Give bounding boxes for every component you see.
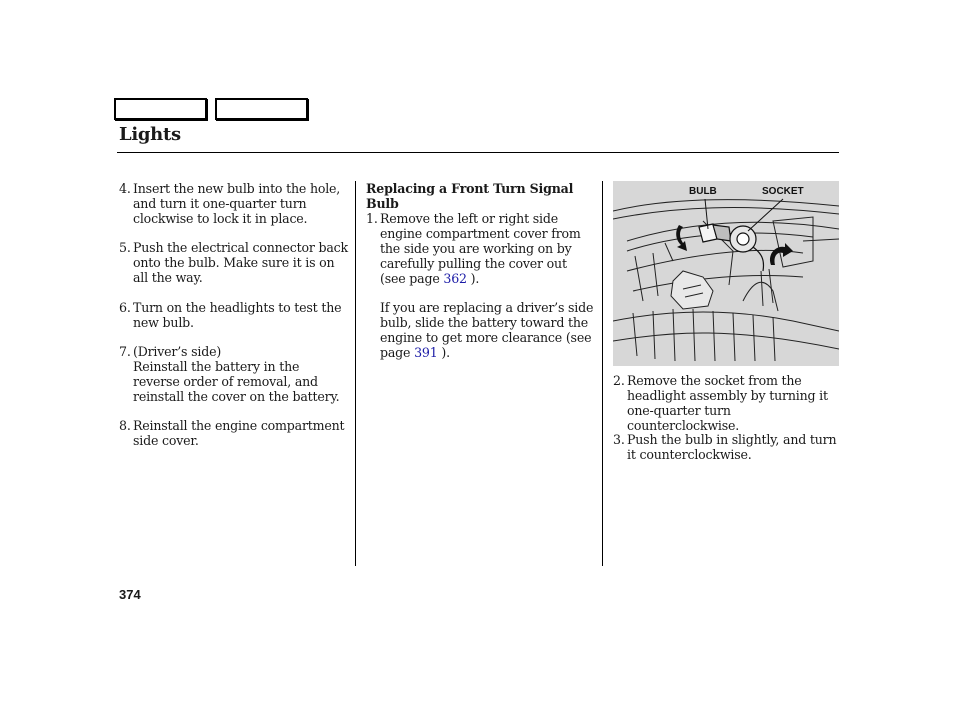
step-text: Reinstall the battery in the reverse order of removal, and reinstall the cover on the battery. [133,359,340,404]
note-text-part: If you are replacing a driver’s side bulb, slide the battery toward the engine to get more clearance (see page [380,300,594,360]
title-divider [117,152,839,153]
page-number: 374 [119,587,141,602]
figure-label-bulb: BULB [689,186,717,197]
step-text: Reinstall the engine compartment side cover. [133,418,345,448]
step-number: 4. [119,181,131,196]
step-number: 6. [119,300,131,315]
step-6 [119,300,349,330]
step-5 [119,240,349,285]
step-4 [119,181,349,226]
step-7 [119,344,349,404]
step-text: Push the bulb in slightly, and turn it counterclockwise. [627,432,837,462]
column-divider-2 [602,181,603,566]
step-2 [613,373,845,433]
nav-tab-button-2[interactable] [215,98,308,120]
step-number: 7. [119,344,131,359]
step-text-part: Remove the left or right side engine compartment cover from the side you are working on by carefully pulling the cover out (see page [380,211,581,286]
step-number: 3. [613,432,625,447]
step-text: Turn on the headlights to test the new bulb. [133,300,342,330]
step-1 [366,211,596,286]
step-text [366,211,596,286]
nav-tab-button-1[interactable] [114,98,207,120]
step-text-part: ). [466,271,480,286]
battery-note [380,300,596,360]
step-subheading: (Driver’s side) [133,344,222,359]
subsection-heading: Replacing a Front Turn Signal Bulb [366,181,574,211]
page-link-391[interactable]: 391 [414,345,438,360]
step-text: Remove the socket from the headlight assembly by turning it one-quarter turn counterclockwise. [627,373,828,433]
step-number: 2. [613,373,625,388]
bulb-socket-illustration [613,181,839,366]
note-text-part: ). [437,345,450,360]
figure-label-socket: SOCKET [762,186,804,197]
step-number: 1. [366,211,378,226]
headlight-diagram [613,181,839,366]
column-divider-1 [355,181,356,566]
step-3 [613,432,845,462]
section-title: Lights [119,124,181,145]
step-text: Insert the new bulb into the hole, and turn it one-quarter turn clockwise to lock it in place. [133,181,341,226]
step-8 [119,418,349,448]
page-link-362[interactable]: 362 [443,271,467,286]
step-number: 5. [119,240,131,255]
step-text: Push the electrical connector back onto the bulb. Make sure it is on all the way. [133,240,348,285]
step-number: 8. [119,418,131,433]
